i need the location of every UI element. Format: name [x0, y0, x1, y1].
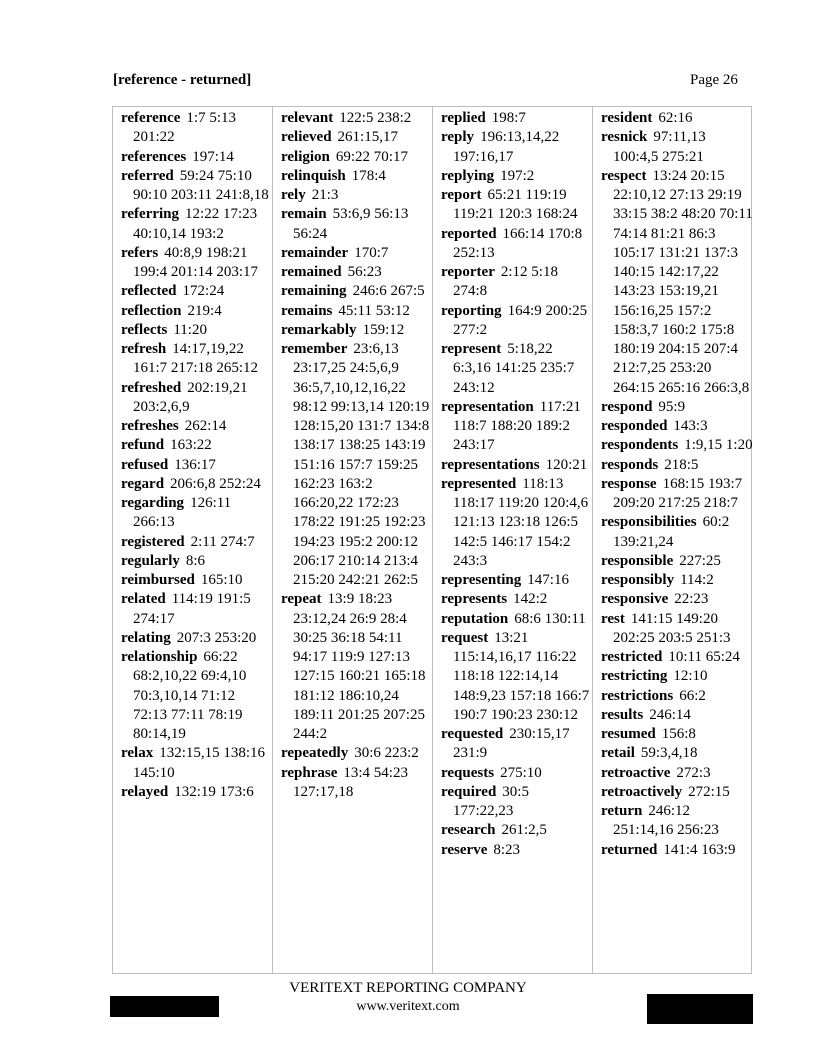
index-entry — [601, 436, 753, 455]
index-term: remained — [281, 264, 342, 280]
index-entry — [601, 706, 753, 725]
index-term: request — [441, 629, 489, 646]
index-entry — [441, 783, 592, 822]
index-term: represented — [441, 475, 517, 492]
index-term: refreshed — [121, 379, 182, 396]
index-term: reflects — [121, 321, 168, 338]
index-term: refresh — [121, 341, 167, 357]
index-entry — [121, 436, 272, 455]
index-entry — [441, 456, 592, 475]
index-page-refs: 60:2 139:21,24 — [613, 514, 730, 550]
index-entry — [281, 244, 432, 263]
index-term: remain — [281, 206, 327, 223]
index-entry — [601, 687, 753, 706]
index-page-refs: 65:21 119:19 119:21 120:3 168:24 — [453, 187, 578, 223]
index-page-refs: 202:19,21 203:2,6,9 — [133, 379, 248, 415]
index-term: response — [601, 475, 657, 492]
index-entry — [601, 571, 753, 590]
index-term: return — [601, 803, 643, 819]
index-entry — [121, 475, 272, 494]
index-term: regard — [121, 475, 165, 492]
index-page-refs: 272:15 — [688, 783, 730, 800]
index-page-refs: 206:6,8 252:24 — [170, 475, 261, 492]
index-term: repeat — [281, 591, 322, 608]
index-entry — [281, 744, 432, 763]
index-page-refs: 196:13,14,22 197:16,17 — [453, 129, 560, 165]
index-page-refs: 53:6,9 56:13 56:24 — [293, 206, 409, 242]
index-entry — [441, 821, 592, 840]
index-term: representations — [441, 456, 540, 473]
index-page-refs: 132:15,15 138:16 145:10 — [133, 745, 266, 781]
index-entry — [601, 128, 753, 167]
index-page-refs: 8:6 — [185, 552, 206, 569]
index-entry — [601, 802, 753, 841]
index-page-refs: 122:5 238:2 — [339, 110, 412, 126]
index-term: restricting — [601, 668, 668, 685]
index-term: responsive — [601, 591, 669, 608]
index-entry — [121, 379, 272, 418]
index-entry — [121, 744, 272, 783]
index-term: restricted — [601, 649, 663, 665]
index-term: relinquish — [281, 167, 346, 184]
index-entry — [601, 725, 753, 744]
index-term: results — [601, 706, 644, 723]
index-entry — [441, 610, 592, 629]
index-entry — [121, 109, 272, 148]
index-entry — [601, 417, 753, 436]
index-entry — [601, 456, 753, 475]
index-term: responded — [601, 418, 668, 434]
index-entry — [121, 244, 272, 283]
index-page-refs: 69:22 70:17 — [335, 148, 408, 165]
index-page-refs: 11:20 — [173, 321, 207, 338]
index-entry — [601, 513, 753, 552]
index-entry — [601, 744, 753, 763]
index-page-refs: 117:21 118:7 188:20 189:2 243:17 — [453, 398, 581, 454]
index-entry — [281, 205, 432, 244]
index-page-refs: 147:16 — [527, 572, 569, 588]
index-page-refs: 141:15 149:20 202:25 203:5 251:3 — [613, 610, 731, 646]
index-page-refs: 272:3 — [676, 764, 711, 781]
index-entry — [121, 282, 272, 301]
index-entry — [281, 128, 432, 147]
index-term: resnick — [601, 129, 648, 146]
index-entry — [441, 263, 592, 302]
index-entry — [121, 494, 272, 533]
index-column-2 — [273, 107, 433, 973]
index-term: represents — [441, 591, 508, 608]
index-term: replying — [441, 167, 495, 184]
index-term: repeatedly — [281, 745, 349, 762]
index-page-refs: 114:19 191:5 274:17 — [133, 591, 251, 627]
index-term: rest — [601, 610, 625, 627]
index-term: respect — [601, 167, 647, 184]
index-page-refs: 30:6 223:2 — [354, 745, 419, 762]
index-entry — [121, 148, 272, 167]
index-page-refs: 156:8 — [661, 726, 696, 742]
index-entry — [601, 552, 753, 571]
index-entry — [441, 167, 592, 186]
index-entry — [441, 725, 592, 764]
index-entry — [121, 456, 272, 475]
index-term: referred — [121, 167, 174, 184]
index-entry — [121, 533, 272, 552]
index-term: reserve — [441, 841, 488, 858]
index-page-refs: 13:9 18:23 23:12,24 26:9 28:4 30:25 36:18 54:11 94:17 119:9 127:13 127:15 160:21 165:18 181:12 186:10,24 189:11 201:25 207:25 244:2 — [293, 591, 426, 742]
index-entry — [441, 841, 592, 860]
index-page-refs: 136:17 — [174, 456, 216, 473]
index-page-refs: 120:21 — [545, 456, 588, 473]
index-entry — [121, 417, 272, 436]
index-entry — [281, 321, 432, 340]
index-term: representation — [441, 398, 534, 415]
index-page-refs: 62:16 — [658, 110, 693, 126]
index-entry — [601, 398, 753, 417]
index-term: responsible — [601, 552, 674, 569]
redaction-box-right — [647, 994, 753, 1024]
index-entry — [281, 109, 432, 128]
index-term: reporter — [441, 264, 495, 280]
index-entry — [441, 764, 592, 783]
index-term: remainder — [281, 244, 349, 261]
index-entry — [441, 629, 592, 725]
index-entry — [441, 186, 592, 225]
index-term: reference — [121, 110, 181, 126]
index-page-refs: 12:22 17:23 40:10,14 193:2 — [133, 206, 258, 242]
index-page-refs: 13:21 115:14,16,17 116:22 118:18 122:14,14 148:9,23 157:18 166:7 190:7 190:23 230:12 — [453, 629, 590, 723]
index-entry — [121, 648, 272, 744]
index-page-refs: 1:9,15 1:20 — [684, 437, 753, 454]
index-page-refs: 143:3 — [673, 418, 708, 434]
index-entry — [441, 590, 592, 609]
index-term: related — [121, 591, 166, 608]
index-entry — [441, 109, 592, 128]
index-entry — [601, 783, 753, 802]
index-page-refs: 12:10 — [673, 668, 708, 685]
index-entry — [281, 148, 432, 167]
index-entry — [281, 282, 432, 301]
index-entry — [601, 648, 753, 667]
index-entry — [121, 590, 272, 629]
index-entry — [121, 302, 272, 321]
index-term: reimbursed — [121, 572, 195, 588]
index-page-refs: 2:11 274:7 — [190, 533, 255, 550]
index-term: report — [441, 187, 482, 203]
index-page-refs: 56:23 — [347, 264, 382, 280]
index-term: remains — [281, 302, 333, 319]
index-page-refs: 59:24 75:10 90:10 203:11 241:8,18 — [133, 167, 269, 203]
index-term: resumed — [601, 726, 656, 742]
index-page-refs: 172:24 — [182, 283, 225, 300]
index-page-refs: 164:9 200:25 277:2 — [453, 302, 588, 338]
index-page-refs: 218:5 — [664, 456, 699, 473]
index-term: resident — [601, 110, 653, 126]
index-term: refers — [121, 244, 159, 261]
index-page-refs: 14:17,19,22 161:7 217:18 265:12 — [133, 341, 259, 377]
index-page-refs: 126:11 266:13 — [133, 495, 232, 531]
index-page-refs: 1:7 5:13 201:22 — [133, 110, 236, 146]
index-term: relax — [121, 745, 154, 762]
index-range-heading: [reference - returned] — [113, 72, 252, 88]
index-page-refs: 261:2,5 — [501, 822, 547, 839]
index-entry — [601, 841, 753, 860]
index-term: reflected — [121, 283, 177, 300]
index-term: religion — [281, 148, 330, 165]
index-entry — [601, 764, 753, 783]
index-entry — [441, 475, 592, 571]
word-index-grid — [112, 106, 752, 974]
index-term: relating — [121, 629, 171, 646]
index-entry — [441, 302, 592, 341]
index-term: refreshes — [121, 418, 179, 434]
index-term: research — [441, 822, 496, 839]
index-term: required — [441, 783, 497, 800]
index-entry — [601, 667, 753, 686]
index-entry — [281, 302, 432, 321]
index-entry — [281, 764, 432, 803]
index-term: returned — [601, 841, 658, 858]
index-term: referring — [121, 206, 180, 223]
index-page-refs: 13:4 54:23 127:17,18 — [293, 764, 408, 800]
index-entry — [441, 571, 592, 590]
index-term: requests — [441, 764, 495, 781]
index-entry — [441, 340, 592, 398]
index-page-refs: 95:9 — [658, 398, 686, 415]
index-term: remaining — [281, 283, 347, 300]
index-page-refs: 66:2 — [679, 687, 706, 704]
index-page-refs: 168:15 193:7 209:20 217:25 218:7 — [613, 475, 743, 511]
index-entry — [281, 340, 432, 590]
index-entry — [601, 475, 753, 514]
index-term: retroactive — [601, 764, 671, 781]
index-page-refs: 207:3 253:20 — [176, 629, 257, 646]
index-term: replied — [441, 110, 486, 126]
index-page-refs: 5:18,22 6:3,16 141:25 235:7 243:12 — [453, 341, 575, 396]
index-page-refs: 97:11,13 100:4,5 275:21 — [613, 129, 706, 165]
index-page-refs: 21:3 — [311, 187, 339, 203]
index-entry — [601, 109, 753, 128]
index-page-refs: 275:10 — [500, 764, 542, 781]
index-page-refs: 66:22 68:2,10,22 69:4,10 70:3,10,14 71:12 72:13 77:11 78:19 80:14,19 — [133, 649, 247, 742]
index-entry — [121, 571, 272, 590]
index-page-refs: 8:23 — [493, 841, 521, 858]
index-page-refs: 163:22 — [170, 437, 212, 454]
index-entry — [441, 225, 592, 264]
page-number: Page 26 — [690, 72, 738, 88]
index-entry — [601, 167, 753, 398]
index-page-refs: 230:15,17 231:9 — [453, 726, 570, 762]
index-page-refs: 114:2 — [680, 572, 714, 588]
index-term: responds — [601, 456, 659, 473]
index-entry — [121, 783, 272, 802]
index-term: relevant — [281, 110, 334, 126]
index-term: rephrase — [281, 764, 338, 781]
index-term: restrictions — [601, 687, 674, 704]
index-column-1 — [113, 107, 273, 973]
index-page-refs: 68:6 130:11 — [514, 610, 586, 627]
index-entry — [441, 398, 592, 456]
index-entry — [281, 263, 432, 282]
index-term: retroactively — [601, 783, 683, 800]
index-entry — [601, 610, 753, 649]
index-term: registered — [121, 533, 185, 550]
index-page-refs: 30:5 177:22,23 — [453, 783, 529, 819]
redaction-box-left — [110, 996, 219, 1017]
index-page-refs: 159:12 — [362, 321, 405, 338]
index-page-refs: 246:6 267:5 — [352, 283, 425, 300]
index-term: relayed — [121, 783, 169, 800]
index-page-refs: 165:10 — [200, 572, 243, 588]
index-page-refs: 142:2 — [513, 591, 548, 608]
index-page-refs: 23:6,13 23:17,25 24:5,6,9 36:5,7,10,12,16,22 98:12 99:13,14 120:19 128:15,20 131:7 134:8 138:17 138:25 143:19 151:16 157:7 159:25 162:23 163:2 166:20,22 172:23 178:22 191:25 192:23 194:23 195:2 200:12 206:17 210:14 213:4 215:20 242:21 262:5 — [293, 341, 430, 588]
index-page-refs: 170:7 — [354, 244, 389, 261]
index-term: reputation — [441, 610, 509, 627]
index-term: retail — [601, 745, 635, 762]
footer-company: VERITEXT REPORTING COMPANY — [289, 980, 527, 996]
index-page-refs: 246:14 — [649, 706, 691, 723]
index-term: relationship — [121, 649, 198, 665]
index-entry — [281, 186, 432, 205]
index-entry — [121, 205, 272, 244]
index-page-refs: 197:2 — [500, 167, 535, 184]
index-term: relieved — [281, 129, 332, 146]
index-entry — [121, 629, 272, 648]
index-page-refs: 141:4 163:9 — [663, 841, 736, 858]
index-term: reflection — [121, 302, 182, 319]
index-page-refs: 45:11 53:12 — [338, 302, 410, 319]
index-entry — [121, 167, 272, 206]
footer-website: www.veritext.com — [356, 999, 460, 1014]
index-page-refs: 197:14 — [192, 148, 234, 165]
index-page-refs: 262:14 — [184, 418, 227, 434]
index-page-refs: 10:11 65:24 — [668, 649, 740, 665]
index-term: reporting — [441, 302, 502, 319]
index-entry — [441, 128, 592, 167]
index-page-refs: 246:12 251:14,16 256:23 — [613, 803, 719, 839]
index-page-refs: 227:25 — [679, 552, 721, 569]
index-term: responsibilities — [601, 514, 697, 531]
index-term: reply — [441, 129, 475, 146]
index-page-refs: 22:23 — [674, 591, 709, 608]
index-term: remarkably — [281, 321, 357, 338]
index-term: regarding — [121, 495, 185, 511]
index-term: references — [121, 148, 187, 165]
index-page-refs: 2:12 5:18 274:8 — [453, 264, 558, 300]
index-page-refs: 178:4 — [351, 167, 386, 184]
index-page-refs: 59:3,4,18 — [640, 745, 698, 762]
index-term: remember — [281, 341, 348, 357]
index-term: refund — [121, 437, 165, 454]
index-page-refs: 118:13 118:17 119:20 120:4,6 121:13 123:18 126:5 142:5 146:17 154:2 243:3 — [453, 475, 589, 569]
index-term: respondents — [601, 437, 679, 454]
index-term: responsibly — [601, 572, 675, 588]
index-term: represent — [441, 341, 502, 357]
index-term: respond — [601, 398, 653, 415]
index-term: requested — [441, 726, 504, 742]
index-page-refs: 40:8,9 198:21 199:4 201:14 203:17 — [133, 244, 259, 280]
index-term: reported — [441, 225, 497, 242]
index-entry — [121, 340, 272, 379]
index-page-refs: 166:14 170:8 252:13 — [453, 225, 583, 261]
index-entry — [601, 590, 753, 609]
index-entry — [281, 167, 432, 186]
index-column-4 — [593, 107, 753, 973]
index-page-refs: 13:24 20:15 22:10,12 27:13 29:19 33:15 38:2 48:20 70:11 74:14 81:21 86:3 105:17 131:21 137:3 140:15 142:17,22 143:23 153:19,21 156:16,25 157:2 158:3,7 160:2 175:8 180:19 204:15 207:4 212:7,25 253:20 264:15 265:16 266:3,8 — [613, 167, 753, 396]
index-entry — [121, 321, 272, 340]
index-page-refs: 198:7 — [491, 110, 526, 126]
index-term: refused — [121, 456, 169, 473]
index-term: representing — [441, 572, 522, 588]
index-column-3 — [433, 107, 593, 973]
index-page-refs: 219:4 — [187, 302, 222, 319]
index-page-refs: 132:19 173:6 — [174, 783, 254, 800]
index-page-refs: 261:15,17 — [337, 129, 398, 146]
index-entry — [121, 552, 272, 571]
index-entry — [281, 590, 432, 744]
index-term: regularly — [121, 552, 180, 569]
index-term: rely — [281, 187, 306, 203]
